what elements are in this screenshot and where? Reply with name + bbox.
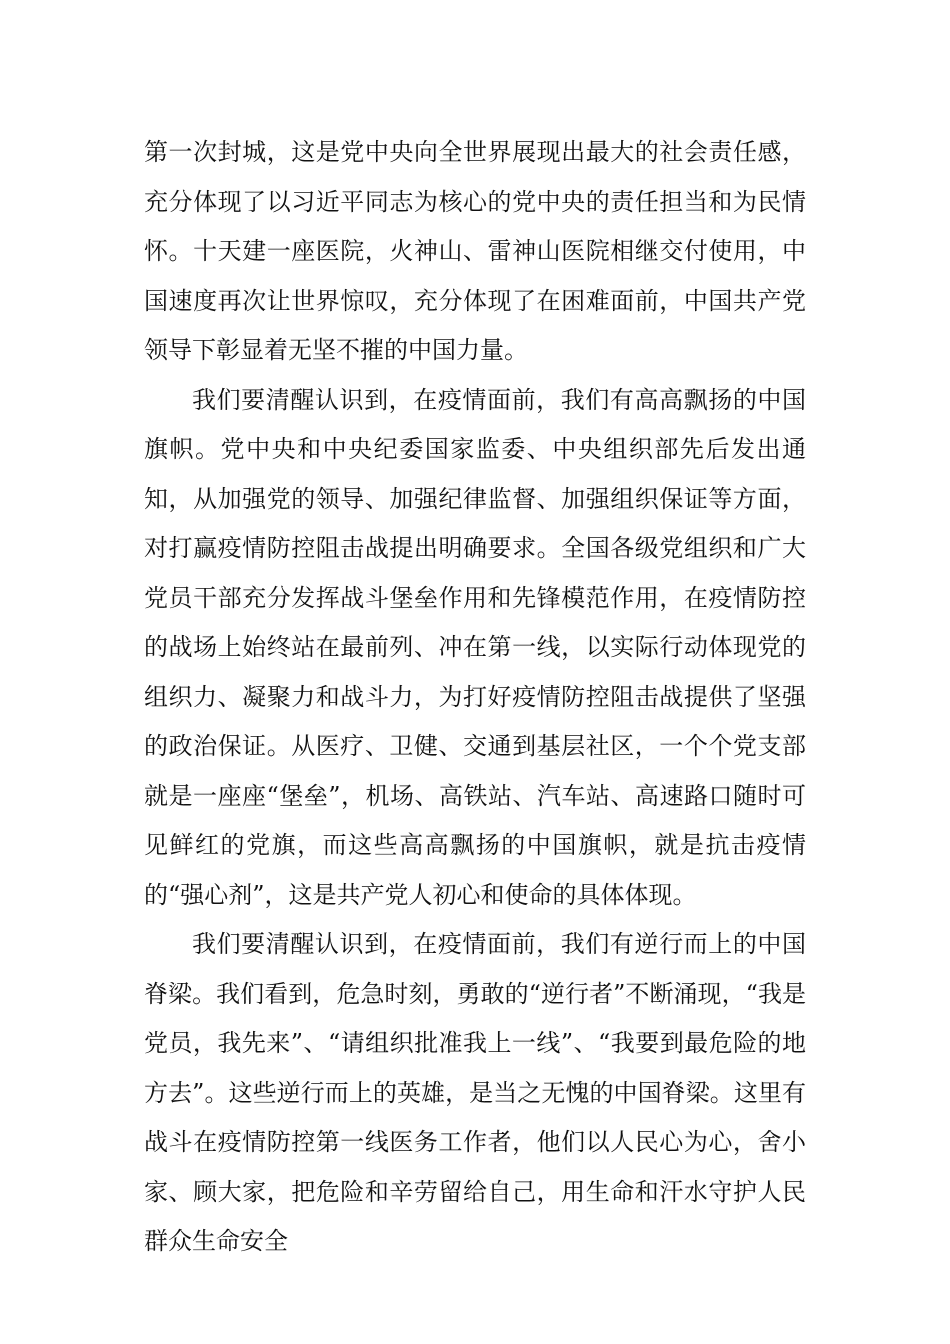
paragraph-2: 我们要清醒认识到，在疫情面前，我们有高高飘扬的中国旗帜。党中央和中央纪委国家监委、中央组织部先后发出通知，从加强党的领导、加强纪律监督、加强组织保证等方面，对打赢疫情防控阻击战提出明确要求。全国各级党组织和广大党员干部充分发挥战斗堡垒作用和先锋模范作用，在疫情防控的战场上始终站在最前列、冲在第一线，以实际行动体现党的组织力、凝聚力和战斗力，为打好疫情防控阻击战提供了坚强的政治保证。从医疗、卫健、交通到基层社区，一个个党支部就是一座座“堡垒”，机场、高铁站、汽车站、高速路口随时可见鲜红的党旗，而这些高高飘扬的中国旗帜，就是抗击疫情的“强心剂”，这是共产党人初心和使命的具体体现。 bbox=[144, 385, 806, 909]
paragraph-3: 我们要清醒认识到，在疫情面前，我们有逆行而上的中国脊梁。我们看到，危急时刻，勇敢的“逆行者”不断涌现，“我是党员，我先来”、“请组织批准我上一线”、“我要到最危险的地方去”。这些逆行而上的英雄，是当之无愧的中国脊梁。这里有战斗在疫情防控第一线医务工作者，他们以人民心为心，舍小家、顾大家，把危险和辛劳留给自己，用生命和汗水守护人民群众生命安全 bbox=[144, 930, 806, 1255]
paragraph-1: 第一次封城，这是党中央向全世界展现出最大的社会责任感，充分体现了以习近平同志为核心的党中央的责任担当和为民情怀。十天建一座医院，火神山、雷神山医院相继交付使用，中国速度再次让世界惊叹，充分体现了在困难面前，中国共产党领导下彰显着无坚不摧的中国力量。 bbox=[144, 138, 806, 364]
body-text bbox=[144, 128, 806, 1267]
